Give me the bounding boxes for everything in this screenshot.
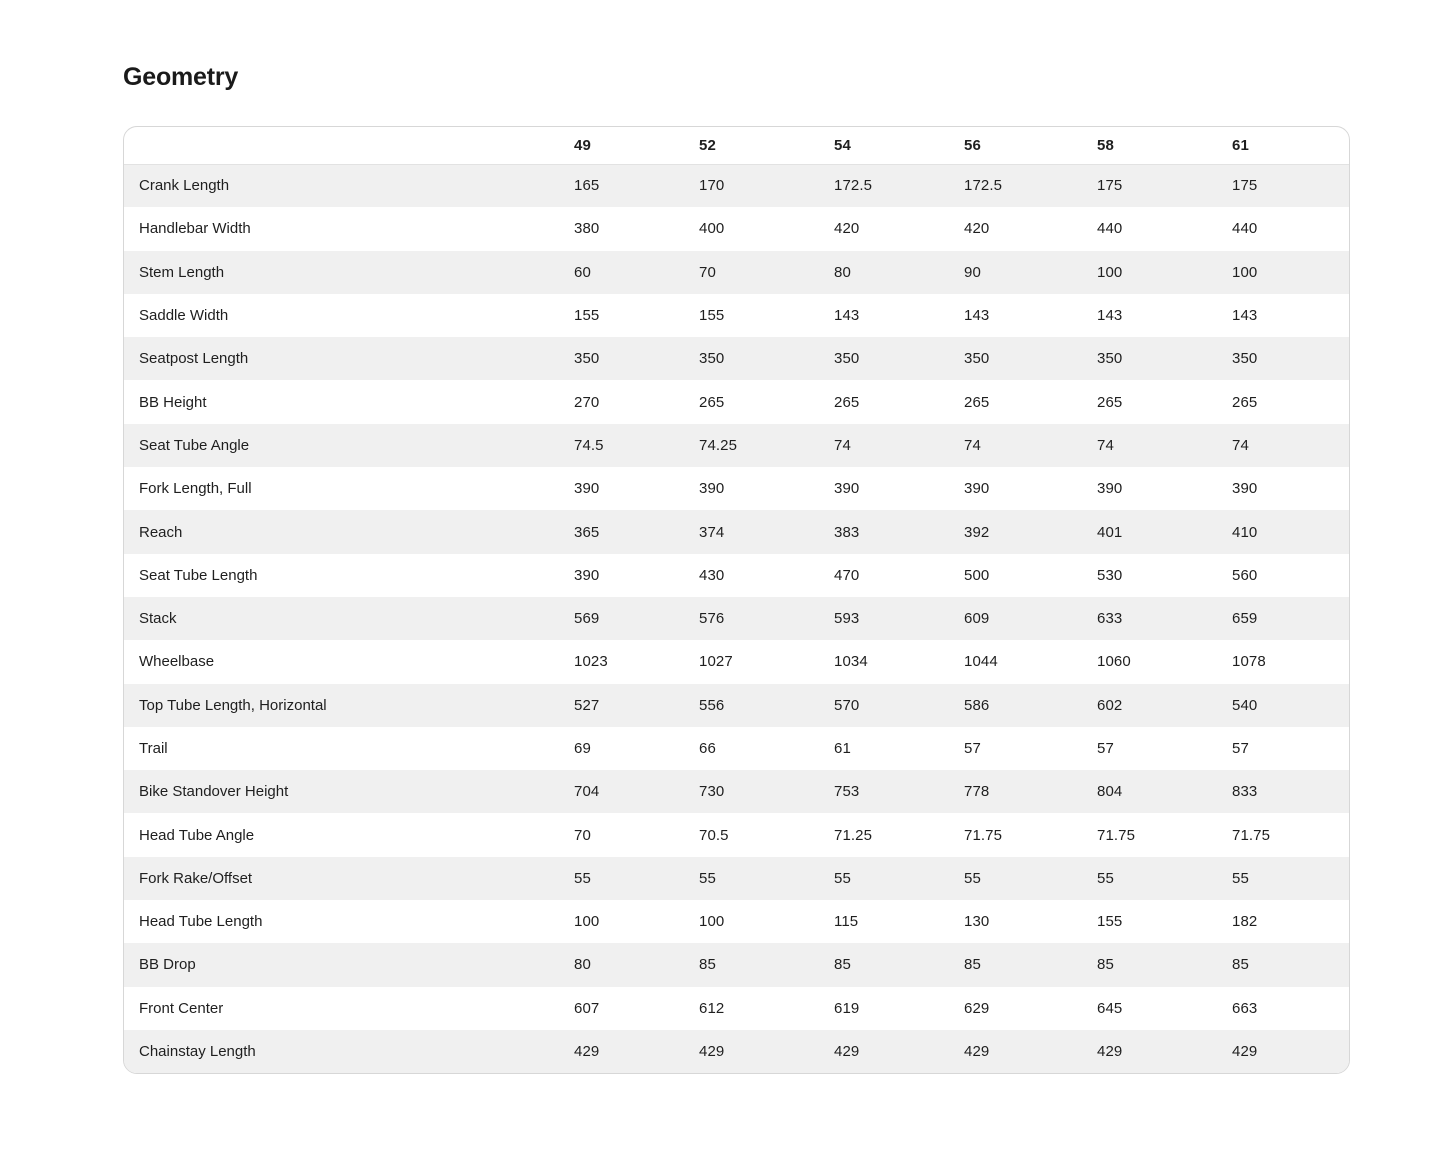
spec-value: 74 [834, 436, 851, 454]
spec-row [124, 857, 1349, 900]
spec-value: 265 [964, 393, 990, 411]
spec-row [124, 943, 1349, 986]
spec-value: 390 [574, 480, 600, 498]
spec-value: 55 [834, 869, 851, 887]
spec-value: 175 [1097, 177, 1123, 195]
geometry-table [123, 126, 1350, 1074]
spec-value: 1023 [574, 653, 608, 671]
spec-value: 383 [834, 523, 860, 541]
spec-value: 74 [1232, 436, 1249, 454]
spec-value: 833 [1232, 783, 1258, 801]
spec-value: 74.25 [699, 436, 738, 454]
spec-value: 612 [699, 999, 725, 1017]
page-title: Geometry [123, 63, 239, 91]
spec-value: 85 [834, 956, 851, 974]
spec-value: 350 [834, 350, 860, 368]
spec-value: 71.25 [834, 826, 873, 844]
spec-value: 663 [1232, 999, 1258, 1017]
spec-value: 182 [1232, 913, 1258, 931]
table-header-row [124, 127, 1349, 164]
spec-value: 440 [1097, 220, 1123, 238]
spec-value: 61 [834, 740, 851, 757]
spec-value: 172.5 [834, 177, 873, 195]
spec-row [124, 510, 1349, 553]
spec-value: 429 [834, 1043, 860, 1061]
spec-label: Handlebar Width [139, 220, 251, 238]
spec-value: 530 [1097, 566, 1123, 584]
spec-label: Fork Rake/Offset [139, 869, 253, 887]
spec-row [124, 640, 1349, 683]
spec-value: 100 [1232, 263, 1258, 281]
spec-label: Crank Length [139, 177, 230, 195]
spec-value: 602 [1097, 696, 1123, 714]
spec-value: 576 [699, 610, 725, 628]
spec-value: 170 [699, 177, 725, 195]
spec-value: 55 [1097, 869, 1114, 887]
spec-value: 753 [834, 783, 860, 801]
size-column-header: 52 [699, 127, 834, 164]
spec-value: 265 [1232, 393, 1258, 411]
spec-value: 1027 [699, 653, 733, 671]
spec-value: 390 [699, 480, 725, 498]
spec-label: BB Drop [139, 956, 196, 974]
spec-value: 401 [1097, 523, 1123, 541]
spec-value: 143 [1232, 307, 1258, 325]
spec-value: 527 [574, 696, 600, 714]
spec-value: 70 [574, 826, 591, 844]
spec-value: 55 [574, 869, 591, 887]
spec-value: 1034 [834, 653, 868, 671]
spec-value: 57 [964, 740, 981, 757]
spec-row [124, 207, 1349, 250]
spec-value: 100 [1097, 263, 1123, 281]
spec-value: 57 [1097, 740, 1114, 757]
spec-value: 100 [574, 913, 600, 931]
spec-value: 85 [1097, 956, 1114, 974]
spec-value: 74.5 [574, 436, 604, 454]
table-body [124, 164, 1349, 1073]
spec-label: Seat Tube Angle [139, 436, 250, 454]
spec-row [124, 164, 1349, 207]
spec-label: Top Tube Length, Horizontal [139, 696, 327, 714]
table-header [124, 127, 1349, 164]
spec-row [124, 987, 1349, 1030]
spec-value: 80 [834, 263, 851, 281]
spec-value: 165 [574, 177, 600, 195]
spec-value: 143 [834, 307, 860, 325]
spec-label: Fork Length, Full [139, 480, 252, 498]
spec-value: 74 [964, 436, 981, 454]
spec-value: 500 [964, 566, 990, 584]
spec-value: 172.5 [964, 177, 1003, 195]
spec-value: 74 [1097, 436, 1114, 454]
spec-value: 55 [964, 869, 981, 887]
spec-value: 265 [699, 393, 725, 411]
size-column-header: 49 [574, 127, 699, 164]
spec-row [124, 770, 1349, 813]
spec-value: 85 [1232, 956, 1249, 974]
spec-row [124, 294, 1349, 337]
spec-label: Front Center [139, 999, 224, 1017]
spec-value: 100 [699, 913, 725, 931]
spec-row [124, 251, 1349, 294]
size-column-header: 58 [1097, 127, 1232, 164]
spec-value: 410 [1232, 523, 1258, 541]
spec-value: 633 [1097, 610, 1123, 628]
spec-value: 609 [964, 610, 990, 628]
spec-value: 71.75 [1232, 826, 1271, 844]
spec-value: 730 [699, 783, 725, 801]
spec-value: 60 [574, 263, 591, 281]
spec-value: 70.5 [699, 826, 729, 844]
spec-value: 704 [574, 783, 600, 801]
spec-value: 390 [834, 480, 860, 498]
spec-value: 778 [964, 783, 990, 801]
spec-label: Head Tube Length [139, 913, 263, 931]
spec-value: 1078 [1232, 653, 1266, 671]
spec-label: Stack [139, 610, 177, 628]
spec-label: Bike Standover Height [139, 783, 289, 801]
spec-value: 155 [574, 307, 600, 325]
spec-value: 659 [1232, 610, 1258, 628]
spec-value: 420 [834, 220, 860, 238]
spec-row [124, 554, 1349, 597]
spec-value: 265 [834, 393, 860, 411]
spec-value: 430 [699, 566, 725, 584]
spec-value: 1044 [964, 653, 998, 671]
spec-row [124, 900, 1349, 943]
spec-row [124, 337, 1349, 380]
spec-value: 350 [574, 350, 600, 368]
spec-value: 390 [964, 480, 990, 498]
spec-value: 71.75 [964, 826, 1003, 844]
spec-value: 143 [964, 307, 990, 325]
spec-value: 390 [1097, 480, 1123, 498]
spec-value: 66 [699, 740, 716, 757]
spec-value: 556 [699, 696, 725, 714]
spec-row [124, 467, 1349, 510]
spec-row [124, 380, 1349, 423]
spec-value: 380 [574, 220, 600, 238]
spec-value: 804 [1097, 783, 1123, 801]
spec-label: Head Tube Angle [139, 826, 255, 844]
spec-value: 429 [1232, 1043, 1258, 1061]
spec-value: 390 [574, 566, 600, 584]
spec-value: 71.75 [1097, 826, 1136, 844]
spec-value: 55 [699, 869, 716, 887]
spec-value: 392 [964, 523, 990, 541]
spec-value: 1060 [1097, 653, 1131, 671]
size-column-header: 61 [1232, 127, 1349, 164]
spec-value: 429 [699, 1043, 725, 1061]
spec-value: 560 [1232, 566, 1258, 584]
spec-row [124, 813, 1349, 856]
geometry-spec-table [124, 127, 1349, 1073]
spec-value: 55 [1232, 869, 1249, 887]
spec-value: 57 [1232, 740, 1249, 757]
spec-label: Trail [139, 740, 168, 757]
spec-value: 350 [1232, 350, 1258, 368]
spec-value: 429 [574, 1043, 600, 1061]
spec-value: 420 [964, 220, 990, 238]
spec-row [124, 424, 1349, 467]
spec-value: 390 [1232, 480, 1258, 498]
spec-row [124, 727, 1349, 770]
spec-value: 155 [699, 307, 725, 325]
spec-label: Reach [139, 523, 183, 541]
spec-value: 80 [574, 956, 591, 974]
spec-value: 429 [1097, 1043, 1123, 1061]
spec-value: 607 [574, 999, 600, 1017]
spec-value: 350 [1097, 350, 1123, 368]
spec-value: 350 [699, 350, 725, 368]
spec-value: 374 [699, 523, 725, 541]
spec-label: Seat Tube Length [139, 566, 258, 584]
spec-label: BB Height [139, 393, 207, 411]
spec-value: 90 [964, 263, 981, 281]
spec-value: 155 [1097, 913, 1123, 931]
spec-value: 470 [834, 566, 860, 584]
spec-value: 365 [574, 523, 600, 541]
spec-value: 619 [834, 999, 860, 1017]
spec-label: Chainstay Length [139, 1043, 256, 1061]
spec-value: 85 [964, 956, 981, 974]
spec-name-header-cell [124, 127, 574, 164]
spec-value: 400 [699, 220, 725, 238]
spec-value: 115 [834, 913, 859, 931]
spec-value: 645 [1097, 999, 1123, 1017]
spec-value: 265 [1097, 393, 1123, 411]
spec-row [124, 684, 1349, 727]
spec-label: Seatpost Length [139, 350, 249, 368]
spec-label: Saddle Width [139, 307, 229, 325]
spec-value: 130 [964, 913, 990, 931]
spec-value: 350 [964, 350, 990, 368]
spec-value: 570 [834, 696, 860, 714]
spec-label: Wheelbase [139, 653, 215, 671]
size-column-header: 54 [834, 127, 964, 164]
spec-row [124, 597, 1349, 640]
spec-value: 440 [1232, 220, 1258, 238]
size-column-header: 56 [964, 127, 1097, 164]
spec-value: 586 [964, 696, 990, 714]
spec-value: 540 [1232, 696, 1258, 714]
spec-value: 270 [574, 393, 600, 411]
spec-value: 85 [699, 956, 716, 974]
spec-value: 569 [574, 610, 600, 628]
spec-value: 175 [1232, 177, 1258, 195]
spec-value: 143 [1097, 307, 1123, 325]
spec-value: 429 [964, 1043, 990, 1061]
spec-row [124, 1030, 1349, 1073]
spec-value: 629 [964, 999, 990, 1017]
spec-value: 593 [834, 610, 860, 628]
spec-value: 69 [574, 740, 591, 757]
spec-label: Stem Length [139, 263, 225, 281]
spec-value: 70 [699, 263, 716, 281]
